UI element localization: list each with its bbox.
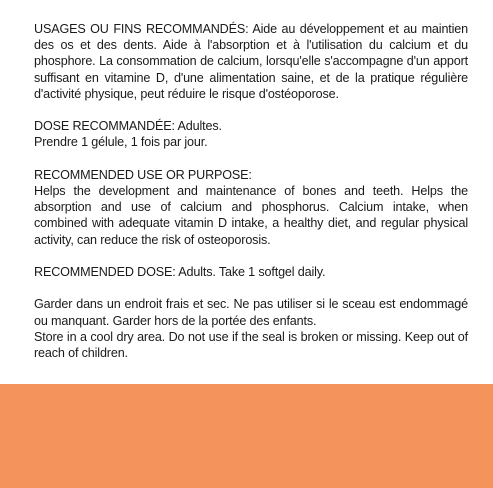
en-usage-heading: RECOMMENDED USE OR PURPOSE: <box>34 167 252 182</box>
fr-dose-text: Prendre 1 gélule, 1 fois par jour. <box>34 135 208 150</box>
fr-dose-heading: DOSE RECOMMANDÉE: Adultes. <box>34 119 222 134</box>
fr-usage-paragraph: USAGES OU FINS RECOMMANDÉS: Aide au développement et au maintien des os et des dents. Aide à l'absorption et à l'utilisation du calcium et du phosphore. La consommation de calcium, lorsqu'elle s'accompagne d'un apport suffisant en vitamine D, d'une alimentation saine, et de la pratique régulière d'activité physique, peut réduire le risque d'ostéoporose. <box>34 22 468 101</box>
storage-en-text: Store in a cool dry area. Do not use if the seal is broken or missing. Keep out of reach of children. <box>34 329 468 360</box>
fr-dose-paragraph <box>34 118 468 150</box>
storage-paragraph <box>34 296 468 361</box>
orange-footer-band <box>0 384 493 488</box>
storage-fr-text: Garder dans un endroit frais et sec. Ne pas utiliser si le sceau est endommagé ou manquant. Garder hors de la portée des enfants. <box>34 297 468 328</box>
en-dose-paragraph: RECOMMENDED DOSE: Adults. Take 1 softgel daily. <box>34 265 326 279</box>
label-text-block <box>34 21 468 361</box>
en-usage-text: Helps the development and maintenance of bones and teeth. Helps the absorption and use of calcium and phosphorus. Calcium intake, when combined with adequate vitamin D intake, a healthy diet, and regular physical activity, can reduce the risk of osteoporosis. <box>34 184 468 247</box>
en-usage-paragraph <box>34 167 468 248</box>
